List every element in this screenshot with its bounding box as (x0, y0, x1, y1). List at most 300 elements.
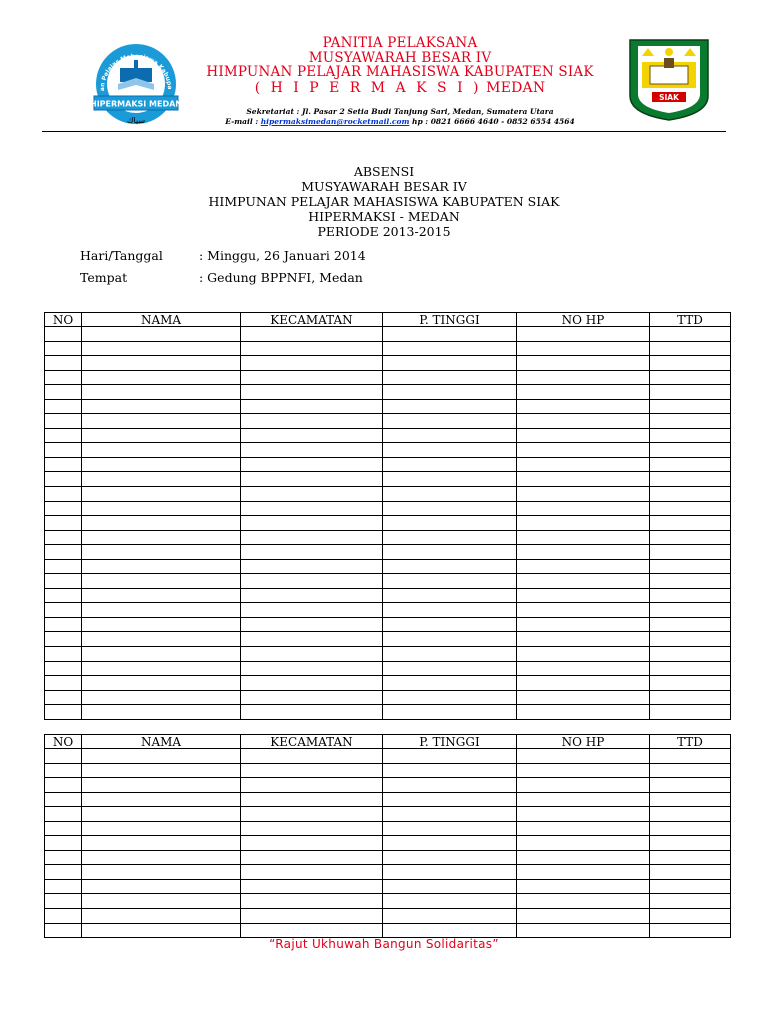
table-cell[interactable] (650, 414, 731, 429)
table-cell[interactable] (82, 399, 241, 414)
table-row (45, 661, 731, 676)
table-cell[interactable] (383, 501, 517, 516)
table-cell[interactable] (241, 647, 383, 662)
table-cell[interactable] (45, 516, 82, 531)
table-cell[interactable] (650, 327, 731, 342)
table-cell[interactable] (383, 647, 517, 662)
table-row (45, 428, 731, 443)
table-cell[interactable] (45, 428, 82, 443)
table-cell[interactable] (82, 792, 241, 807)
table-cell[interactable] (650, 487, 731, 502)
table-cell[interactable] (517, 807, 650, 822)
table-cell[interactable] (650, 457, 731, 472)
table-cell[interactable] (383, 545, 517, 560)
table-cell[interactable] (650, 792, 731, 807)
table-cell[interactable] (650, 559, 731, 574)
table-cell[interactable] (241, 865, 383, 880)
table-cell[interactable] (241, 399, 383, 414)
table-row (45, 909, 731, 924)
table-cell[interactable] (45, 749, 82, 764)
table-cell[interactable] (650, 821, 731, 836)
table-cell[interactable] (241, 836, 383, 851)
table-cell[interactable] (383, 370, 517, 385)
table-row (45, 850, 731, 865)
brand-name: ( H I P E R M A K S I ) (254, 79, 482, 96)
table-cell[interactable] (45, 385, 82, 400)
table-cell[interactable] (82, 690, 241, 705)
table-cell[interactable] (517, 385, 650, 400)
table-row (45, 647, 731, 662)
table-cell[interactable] (45, 632, 82, 647)
table-cell[interactable] (45, 501, 82, 516)
table-cell[interactable] (82, 545, 241, 560)
table-cell[interactable] (517, 705, 650, 720)
document-title (100, 164, 668, 239)
table-row (45, 763, 731, 778)
table-cell[interactable] (517, 661, 650, 676)
table-cell[interactable] (383, 472, 517, 487)
table-cell[interactable] (241, 385, 383, 400)
table-cell[interactable] (82, 617, 241, 632)
table-cell[interactable] (517, 909, 650, 924)
table-cell[interactable] (45, 341, 82, 356)
table-cell[interactable] (383, 778, 517, 793)
table-cell[interactable] (241, 559, 383, 574)
table-cell[interactable] (383, 516, 517, 531)
table-cell[interactable] (45, 676, 82, 691)
table-cell[interactable] (241, 778, 383, 793)
title-line-1: ABSENSI (353, 164, 415, 179)
table-cell[interactable] (383, 632, 517, 647)
table-cell[interactable] (82, 370, 241, 385)
table-cell[interactable] (383, 690, 517, 705)
col-p-tinggi: P. TINGGI (383, 735, 517, 749)
table-row (45, 443, 731, 458)
table-cell[interactable] (383, 487, 517, 502)
table-cell[interactable] (82, 443, 241, 458)
table-cell[interactable] (82, 574, 241, 589)
table-cell[interactable] (82, 850, 241, 865)
table-cell[interactable] (82, 705, 241, 720)
table-cell[interactable] (82, 414, 241, 429)
table-row (45, 385, 731, 400)
table-cell[interactable] (82, 516, 241, 531)
table-cell[interactable] (45, 356, 82, 371)
table-cell[interactable] (82, 749, 241, 764)
table-cell[interactable] (82, 763, 241, 778)
table-cell[interactable] (650, 676, 731, 691)
table-cell[interactable] (82, 501, 241, 516)
table-cell[interactable] (383, 807, 517, 822)
hipermaksi-logo (90, 38, 182, 130)
table-cell[interactable] (383, 603, 517, 618)
logo-banner-text: HIPERMAKSI MEDAN (90, 99, 182, 109)
table-row (45, 792, 731, 807)
table-cell[interactable] (383, 341, 517, 356)
table-cell[interactable] (650, 428, 731, 443)
table-cell[interactable] (82, 894, 241, 909)
table-cell[interactable] (45, 574, 82, 589)
table-cell[interactable] (82, 647, 241, 662)
table-cell[interactable] (45, 647, 82, 662)
table-cell[interactable] (241, 661, 383, 676)
table-cell[interactable] (82, 603, 241, 618)
table-cell[interactable] (241, 327, 383, 342)
table-cell[interactable] (650, 356, 731, 371)
table-cell[interactable] (383, 792, 517, 807)
table-row (45, 356, 731, 371)
table-cell[interactable] (241, 923, 383, 938)
table-row (45, 807, 731, 822)
table-row (45, 749, 731, 764)
table-cell[interactable] (241, 574, 383, 589)
table-cell[interactable] (383, 749, 517, 764)
table-cell[interactable] (383, 909, 517, 924)
table-cell[interactable] (45, 836, 82, 851)
table-cell[interactable] (517, 356, 650, 371)
table-body-1 (45, 327, 731, 720)
table-cell[interactable] (45, 792, 82, 807)
table-cell[interactable] (82, 778, 241, 793)
table-cell[interactable] (517, 443, 650, 458)
table-cell[interactable] (517, 530, 650, 545)
table-cell[interactable] (650, 617, 731, 632)
table-cell[interactable] (650, 385, 731, 400)
table-cell[interactable] (383, 705, 517, 720)
table-cell[interactable] (650, 545, 731, 560)
table-cell[interactable] (241, 690, 383, 705)
table-cell[interactable] (45, 472, 82, 487)
table-cell[interactable] (82, 909, 241, 924)
table-cell[interactable] (45, 879, 82, 894)
table-cell[interactable] (650, 472, 731, 487)
table-cell[interactable] (517, 559, 650, 574)
table-cell[interactable] (517, 879, 650, 894)
table-row (45, 370, 731, 385)
table-cell[interactable] (45, 457, 82, 472)
table-cell[interactable] (517, 821, 650, 836)
table-cell[interactable] (650, 850, 731, 865)
table-cell[interactable] (383, 894, 517, 909)
table-cell[interactable] (650, 923, 731, 938)
table-cell[interactable] (241, 603, 383, 618)
table-cell[interactable] (241, 356, 383, 371)
header-line-4 (190, 80, 610, 96)
table-row (45, 516, 731, 531)
table-cell[interactable] (650, 705, 731, 720)
col-kecamatan: KECAMATAN (241, 735, 383, 749)
table-cell[interactable] (517, 545, 650, 560)
table-cell[interactable] (241, 879, 383, 894)
table-cell[interactable] (241, 894, 383, 909)
title-line-4: HIPERMAKSI - MEDAN (308, 209, 460, 224)
table-cell[interactable] (45, 370, 82, 385)
table-cell[interactable] (241, 341, 383, 356)
table-cell[interactable] (241, 545, 383, 560)
table-cell[interactable] (82, 327, 241, 342)
table-cell[interactable] (650, 530, 731, 545)
email-label: E-mail : (225, 117, 261, 126)
table-cell[interactable] (241, 821, 383, 836)
table-cell[interactable] (383, 865, 517, 880)
table-cell[interactable] (383, 399, 517, 414)
table-row (45, 632, 731, 647)
header-line-3: HIMPUNAN PELAJAR MAHASISWA KABUPATEN SIAK (206, 64, 594, 80)
table-cell[interactable] (82, 879, 241, 894)
table-cell[interactable] (650, 516, 731, 531)
table-cell[interactable] (45, 894, 82, 909)
table-cell[interactable] (650, 763, 731, 778)
table-cell[interactable] (383, 821, 517, 836)
col-nama: NAMA (82, 313, 241, 327)
table-cell[interactable] (82, 530, 241, 545)
table-cell[interactable] (241, 530, 383, 545)
col-no: NO (45, 313, 82, 327)
table-row (45, 865, 731, 880)
table-cell[interactable] (241, 487, 383, 502)
table-cell[interactable] (45, 588, 82, 603)
table-cell[interactable] (45, 530, 82, 545)
table-cell[interactable] (241, 370, 383, 385)
table-cell[interactable] (517, 414, 650, 429)
table-cell[interactable] (650, 879, 731, 894)
table-cell[interactable] (650, 443, 731, 458)
table-cell[interactable] (383, 850, 517, 865)
table-cell[interactable] (45, 923, 82, 938)
table-cell[interactable] (45, 661, 82, 676)
table-cell[interactable] (383, 559, 517, 574)
table-cell[interactable] (45, 617, 82, 632)
table-cell[interactable] (82, 821, 241, 836)
table-cell[interactable] (82, 341, 241, 356)
table-cell[interactable] (650, 749, 731, 764)
table-row (45, 501, 731, 516)
table-cell[interactable] (517, 370, 650, 385)
table-cell[interactable] (241, 676, 383, 691)
table-row (45, 676, 731, 691)
table-row (45, 472, 731, 487)
table-cell[interactable] (650, 370, 731, 385)
table-cell[interactable] (45, 850, 82, 865)
table-cell[interactable] (517, 792, 650, 807)
table-row (45, 603, 731, 618)
table-cell[interactable] (45, 909, 82, 924)
table-cell[interactable] (383, 676, 517, 691)
contact-line (190, 117, 610, 127)
table-cell[interactable] (650, 574, 731, 589)
table-cell[interactable] (45, 865, 82, 880)
table-cell[interactable] (517, 647, 650, 662)
table-cell[interactable] (517, 399, 650, 414)
table-cell[interactable] (241, 632, 383, 647)
table-cell[interactable] (383, 414, 517, 429)
table-cell[interactable] (383, 457, 517, 472)
table-cell[interactable] (517, 341, 650, 356)
table-cell[interactable] (82, 559, 241, 574)
table-cell[interactable] (517, 850, 650, 865)
table-cell[interactable] (45, 807, 82, 822)
table-cell[interactable] (82, 356, 241, 371)
table-cell[interactable] (650, 865, 731, 880)
table-cell[interactable] (383, 923, 517, 938)
table-cell[interactable] (650, 603, 731, 618)
logo-script-text: سياك (126, 116, 146, 125)
table-cell[interactable] (383, 443, 517, 458)
col-nama: NAMA (82, 735, 241, 749)
table-cell[interactable] (45, 399, 82, 414)
table-cell[interactable] (650, 647, 731, 662)
table-cell[interactable] (82, 865, 241, 880)
table-cell[interactable] (82, 457, 241, 472)
table-cell[interactable] (241, 792, 383, 807)
table-cell[interactable] (241, 763, 383, 778)
table-cell[interactable] (383, 574, 517, 589)
table-cell[interactable] (45, 443, 82, 458)
table-cell[interactable] (517, 894, 650, 909)
table-body-2 (45, 749, 731, 938)
table-cell[interactable] (517, 327, 650, 342)
table-row (45, 399, 731, 414)
table-cell[interactable] (383, 530, 517, 545)
table-cell[interactable] (517, 676, 650, 691)
table-cell[interactable] (241, 909, 383, 924)
header-line-1: PANITIA PELAKSANA (322, 35, 478, 51)
table-cell[interactable] (82, 487, 241, 502)
table-cell[interactable] (45, 778, 82, 793)
table-cell[interactable] (241, 516, 383, 531)
table-cell[interactable] (82, 428, 241, 443)
table-row (45, 414, 731, 429)
table-cell[interactable] (241, 749, 383, 764)
table-cell[interactable] (45, 821, 82, 836)
date-value: : Minggu, 26 Januari 2014 (199, 248, 366, 263)
table-cell[interactable] (82, 588, 241, 603)
table-cell[interactable] (650, 894, 731, 909)
table-cell[interactable] (650, 341, 731, 356)
letterhead (190, 36, 610, 96)
table-cell[interactable] (241, 588, 383, 603)
table-cell[interactable] (650, 632, 731, 647)
table-cell[interactable] (517, 603, 650, 618)
table-cell[interactable] (517, 428, 650, 443)
table-cell[interactable] (383, 385, 517, 400)
table-cell[interactable] (45, 559, 82, 574)
table-cell[interactable] (82, 661, 241, 676)
table-cell[interactable] (241, 705, 383, 720)
table-cell[interactable] (383, 617, 517, 632)
table-cell[interactable] (650, 778, 731, 793)
table-cell[interactable] (650, 661, 731, 676)
table-cell[interactable] (82, 385, 241, 400)
table-cell[interactable] (241, 428, 383, 443)
logo-ring-text: an Pelajar Mahasiswa Kabupa (98, 52, 174, 92)
header-divider (42, 131, 726, 132)
table-cell[interactable] (45, 690, 82, 705)
table-cell[interactable] (241, 807, 383, 822)
table-cell[interactable] (650, 690, 731, 705)
table-cell[interactable] (383, 428, 517, 443)
table-cell[interactable] (517, 457, 650, 472)
email-link[interactable]: hipermaksimedan@rocketmail.com (260, 117, 410, 126)
table-row (45, 588, 731, 603)
table-row (45, 879, 731, 894)
table-cell[interactable] (517, 923, 650, 938)
table-cell[interactable] (82, 676, 241, 691)
table-cell[interactable] (241, 850, 383, 865)
table-cell[interactable] (383, 661, 517, 676)
table-cell[interactable] (517, 836, 650, 851)
table-cell[interactable] (517, 472, 650, 487)
table-cell[interactable] (650, 399, 731, 414)
table-row (45, 836, 731, 851)
table-cell[interactable] (650, 501, 731, 516)
emblem-label: SIAK (659, 93, 679, 102)
table-cell[interactable] (517, 588, 650, 603)
title-line-5: PERIODE 2013-2015 (317, 224, 451, 239)
place-value: : Gedung BPPNFI, Medan (199, 270, 363, 285)
table-cell[interactable] (650, 588, 731, 603)
table-cell[interactable] (517, 617, 650, 632)
table-cell[interactable] (383, 879, 517, 894)
table-cell[interactable] (383, 327, 517, 342)
table-cell[interactable] (82, 472, 241, 487)
table-cell[interactable] (45, 763, 82, 778)
table-cell[interactable] (517, 749, 650, 764)
table-cell[interactable] (45, 327, 82, 342)
table-cell[interactable] (517, 865, 650, 880)
table-cell[interactable] (650, 909, 731, 924)
table-cell[interactable] (241, 414, 383, 429)
table-cell[interactable] (517, 632, 650, 647)
table-cell[interactable] (650, 807, 731, 822)
table-row (45, 327, 731, 342)
table-cell[interactable] (650, 836, 731, 851)
table-cell[interactable] (383, 763, 517, 778)
table-cell[interactable] (82, 632, 241, 647)
attendance-table-1 (44, 312, 731, 720)
table-cell[interactable] (45, 414, 82, 429)
table-cell[interactable] (82, 923, 241, 938)
table-cell[interactable] (517, 778, 650, 793)
table-cell[interactable] (383, 588, 517, 603)
table-cell[interactable] (241, 472, 383, 487)
table-cell[interactable] (517, 690, 650, 705)
table-cell[interactable] (241, 457, 383, 472)
table-cell[interactable] (45, 487, 82, 502)
table-cell[interactable] (517, 574, 650, 589)
table-cell[interactable] (45, 545, 82, 560)
table-cell[interactable] (383, 836, 517, 851)
table-cell[interactable] (517, 501, 650, 516)
table-cell[interactable] (517, 763, 650, 778)
table-header-row (45, 735, 731, 749)
table-cell[interactable] (241, 443, 383, 458)
table-cell[interactable] (517, 487, 650, 502)
table-row (45, 690, 731, 705)
table-cell[interactable] (241, 501, 383, 516)
table-cell[interactable] (241, 617, 383, 632)
table-cell[interactable] (383, 356, 517, 371)
table-cell[interactable] (517, 516, 650, 531)
table-row (45, 574, 731, 589)
col-kecamatan: KECAMATAN (241, 313, 383, 327)
table-cell[interactable] (45, 705, 82, 720)
phone-numbers: hp : 0821 6666 4640 - 0852 6554 4564 (409, 117, 575, 126)
table-row (45, 457, 731, 472)
table-cell[interactable] (82, 836, 241, 851)
table-cell[interactable] (82, 807, 241, 822)
table-cell[interactable] (45, 603, 82, 618)
